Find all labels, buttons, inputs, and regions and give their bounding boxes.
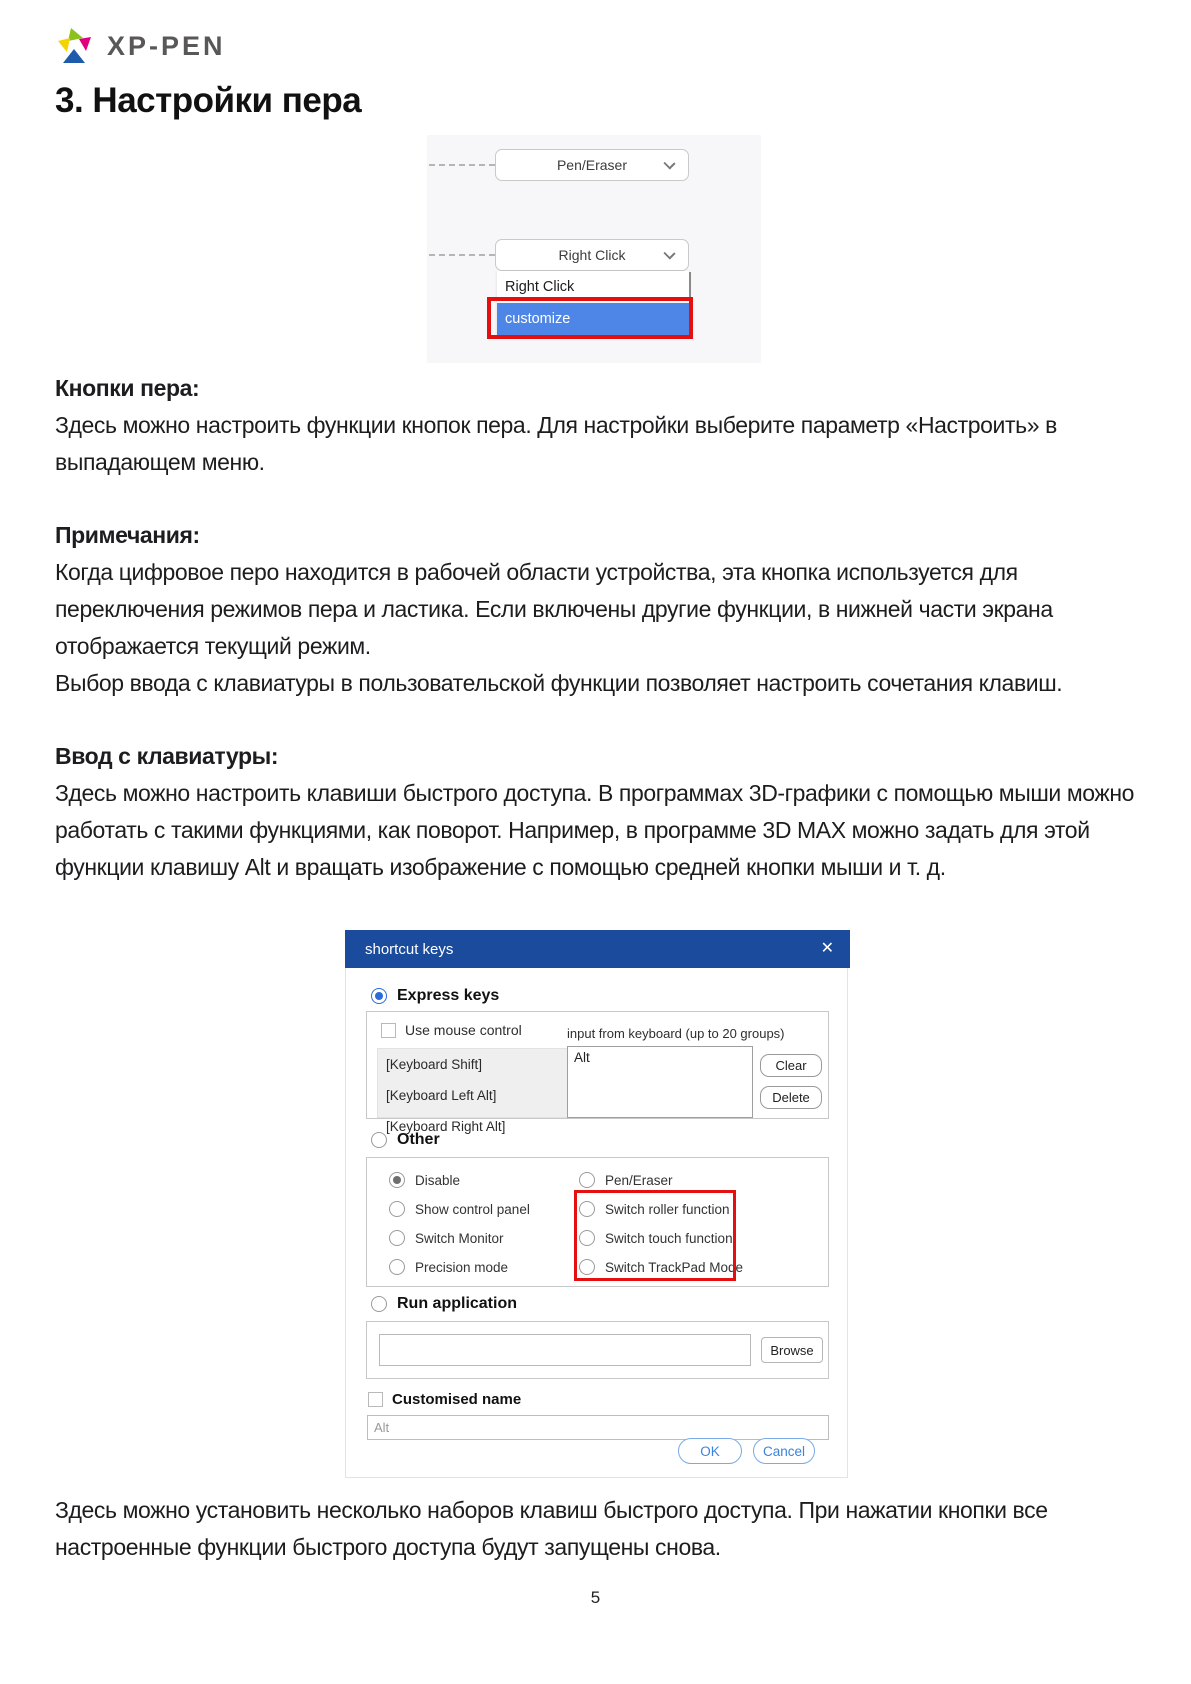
express-keys-group	[366, 1011, 829, 1134]
run-application-group	[366, 1321, 829, 1379]
other-radio[interactable]	[371, 1131, 440, 1149]
menu-item-right-click[interactable]: Right Click	[497, 271, 689, 303]
option-label: Switch roller function	[605, 1201, 730, 1217]
clear-button[interactable]: Clear	[760, 1054, 822, 1077]
radio-icon	[389, 1230, 405, 1246]
radio-icon	[389, 1259, 405, 1275]
section-paragraph: Здесь можно настроить функции кнопок пера. Для настройки выберите параметр «Настроить» в выпадающем меню.	[55, 412, 1057, 475]
checkbox-label: Use mouse control	[405, 1022, 522, 1038]
delete-button[interactable]: Delete	[760, 1086, 822, 1109]
ok-button[interactable]: OK	[678, 1438, 742, 1464]
section-paragraph: Здесь можно настроить клавиши быстрого доступа. В программах 3D-графики с помощью мыши можно работать с такими функциями, как поворот. Например, в программе 3D MAX можно задать для этой функции клавишу Alt и вращать изображение с помощью средней кнопки мыши и т. д.	[55, 780, 1135, 880]
radio-label: Express keys	[397, 987, 500, 1004]
option-show-control-panel[interactable]	[389, 1199, 530, 1219]
section-keyboard-input	[55, 738, 1140, 886]
close-icon[interactable]: ✕	[820, 940, 834, 957]
xp-pen-logo-icon	[55, 25, 97, 67]
section-title: Ввод с клавиатуры:	[55, 743, 279, 769]
page-number: 5	[590, 1588, 601, 1607]
option-switch-touch-function[interactable]	[579, 1228, 743, 1248]
other-options-group	[366, 1157, 829, 1287]
radio-icon	[579, 1259, 595, 1275]
radio-label: Other	[397, 1131, 440, 1148]
application-path-input[interactable]	[379, 1334, 751, 1366]
dialog-title: shortcut keys	[365, 940, 454, 958]
browse-button[interactable]: Browse	[761, 1337, 823, 1363]
list-item[interactable]: [Keyboard Right Alt]	[386, 1119, 506, 1134]
radio-icon	[371, 1132, 387, 1148]
pen-function-dropdown[interactable]	[495, 149, 689, 181]
option-precision-mode[interactable]	[389, 1257, 530, 1277]
radio-icon	[579, 1230, 595, 1246]
radio-icon	[371, 1296, 387, 1312]
dropdown-value: Right Click	[558, 247, 626, 263]
keyboard-input-area[interactable]: Alt	[567, 1046, 753, 1118]
option-label: Pen/Eraser	[605, 1172, 673, 1188]
section-paragraph: Выбор ввода с клавиатуры в пользовательской функции позволяет настроить сочетания клавиш.	[55, 670, 1063, 696]
pen-settings-screenshot	[427, 135, 761, 363]
pen-function-dropdown-2[interactable]	[495, 239, 689, 271]
logo-text: XP-PEN	[107, 30, 226, 61]
page-title: 3. Настройки пера	[55, 81, 362, 120]
checkbox-icon	[381, 1023, 396, 1038]
chevron-down-icon	[663, 157, 675, 169]
options-column-right	[579, 1170, 743, 1277]
list-item[interactable]: [Keyboard Left Alt]	[386, 1088, 497, 1103]
shortcut-keys-dialog	[345, 930, 848, 1478]
dashed-connector-line	[429, 164, 495, 166]
option-label: Show control panel	[415, 1201, 530, 1217]
use-mouse-control-checkbox[interactable]	[381, 1022, 522, 1038]
option-switch-monitor[interactable]	[389, 1228, 530, 1248]
option-label: Switch Monitor	[415, 1230, 504, 1246]
brand-header	[55, 25, 1136, 67]
list-item[interactable]: [Keyboard Shift]	[386, 1057, 483, 1072]
option-switch-roller-function[interactable]	[579, 1199, 743, 1219]
option-pen-eraser[interactable]	[579, 1170, 743, 1190]
dropdown-value: Pen/Eraser	[556, 157, 628, 173]
input-from-keyboard-label: input from keyboard (up to 20 groups)	[567, 1026, 785, 1041]
run-application-radio[interactable]	[371, 1295, 517, 1313]
express-keys-radio[interactable]	[371, 987, 499, 1005]
radio-icon	[579, 1172, 595, 1188]
section-pen-buttons	[55, 370, 1140, 481]
cancel-button[interactable]: Cancel	[753, 1438, 815, 1464]
menu-item-customize[interactable]: customize	[497, 303, 689, 335]
radio-icon	[579, 1201, 595, 1217]
option-disable[interactable]	[389, 1170, 530, 1190]
option-label: Precision mode	[415, 1259, 509, 1275]
annotation-highlight-box	[487, 297, 693, 339]
dashed-connector-line	[429, 254, 495, 256]
checkbox-label: Customised name	[392, 1391, 522, 1408]
option-switch-trackpad-mode[interactable]	[579, 1257, 743, 1277]
chevron-down-icon	[663, 247, 675, 259]
radio-selected-icon	[371, 988, 387, 1004]
closing-paragraph: Здесь можно установить несколько наборов клавиш быстрого доступа. При нажатии кнопки все настроенные функции быстрого доступа будут запущены снова.	[55, 1497, 1048, 1560]
customised-name-input[interactable]	[367, 1415, 829, 1440]
section-paragraph: Когда цифровое перо находится в рабочей области устройства, эта кнопка используется для переключения режимов пера и ластика. Если включены другие функции, в нижней части экрана отображается текущий режим.	[55, 559, 1053, 659]
radio-icon	[389, 1201, 405, 1217]
option-label: Switch TrackPad Mode	[605, 1259, 744, 1275]
radio-selected-icon	[389, 1172, 405, 1188]
radio-label: Run application	[397, 1295, 517, 1312]
section-title: Примечания:	[55, 522, 200, 548]
option-label: Switch touch function	[605, 1230, 733, 1246]
section-title: Кнопки пера:	[55, 375, 200, 401]
checkbox-icon	[368, 1392, 383, 1407]
section-notes	[55, 517, 1140, 702]
option-label: Disable	[415, 1172, 461, 1188]
dialog-title-bar	[345, 930, 850, 968]
customised-name-checkbox[interactable]	[368, 1391, 521, 1408]
options-column-left	[389, 1170, 530, 1277]
